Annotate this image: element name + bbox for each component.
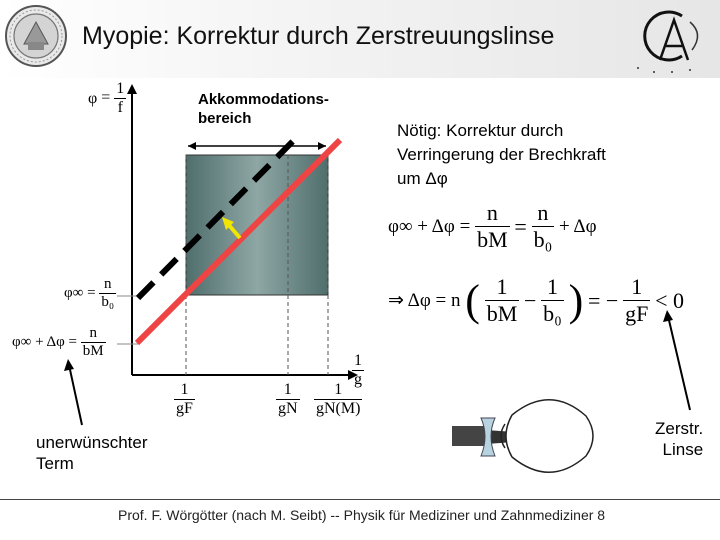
correction-note: Nötig: Korrektur durch Verringerung der Brechkraft um Δφ <box>397 121 606 188</box>
slide-title: Myopie: Korrektur durch Zerstreuungslinse <box>82 22 555 50</box>
y-tick-phi-infinity: φ∞ = $\frac{n}{\text{b₀}}$ <box>64 276 115 310</box>
term-pointer-arrow <box>69 365 82 425</box>
footer-divider <box>0 499 720 500</box>
x-axis-label: $\frac{1}{g}$ <box>354 352 362 388</box>
y-tick-corrected: φ∞ + Δφ = $\frac{n}{bM}$ <box>12 325 104 359</box>
eye-lens-schematic-icon <box>452 400 593 473</box>
x-tick-far-point: $\frac{1}{gF}$ <box>176 381 193 417</box>
y-axis-label: φ = $\frac{1}{f}$ <box>88 80 125 116</box>
x-tick-near-point: $\frac{1}{gN}$ <box>278 381 298 417</box>
unwanted-term-annotation: unerwünschter Term <box>36 433 148 473</box>
accommodation-range-label: Akkommodations- bereich <box>198 91 329 127</box>
equation-corrected-power: φ∞ + Δφ = $\frac{n}{bM}$ = $\frac{n}{\text{b₀}}$ + Δφ <box>388 200 597 252</box>
footer-text: Prof. F. Wörgötter (nach M. Seibt) -- Physik für Mediziner und Zahnmediziner 8 <box>118 507 606 523</box>
x-tick-near-point-myopic: $\frac{1}{gN(M)}$ <box>316 381 361 417</box>
diverging-lens-annotation: Zerstr. Linse <box>655 419 704 459</box>
equation-delta-phi: ⇒ Δφ = n ( $\frac{1}{bM}$ − $\frac{1}{\text{b₀}}$ ) = − $\frac{1}{gF}$ < 0 <box>388 274 684 326</box>
lens-pointer-arrow <box>668 316 690 410</box>
